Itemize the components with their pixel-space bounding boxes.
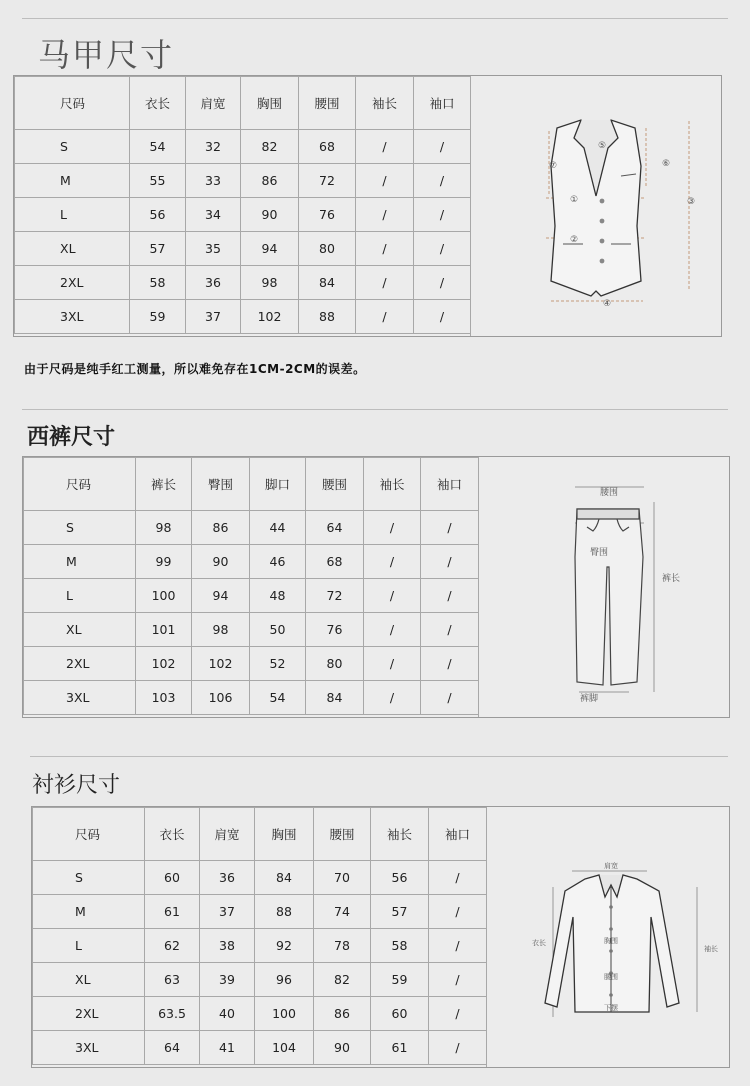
vest-header-cell: 尺码	[15, 77, 130, 130]
vest-table-cell: 56	[130, 198, 186, 232]
pants-table-cell: 90	[192, 545, 250, 579]
pants-table-cell: /	[364, 613, 421, 647]
vest-table-cell: 37	[186, 300, 241, 334]
shirt-table-row	[33, 895, 487, 929]
shirt-table-cell: 61	[145, 895, 200, 929]
vest-header-cell: 肩宽	[186, 77, 241, 130]
shirt-header-cell: 肩宽	[200, 808, 255, 861]
pants-table-cell: S	[24, 511, 136, 545]
vest-table-cell: 2XL	[15, 266, 130, 300]
vest-table-cell: 90	[241, 198, 299, 232]
pants-header-cell: 脚口	[250, 458, 306, 511]
pants-diagram	[478, 457, 729, 717]
shirt-header-cell: 腰围	[314, 808, 371, 861]
vest-table-cell: M	[15, 164, 130, 198]
shirt-table-cell: 100	[255, 997, 314, 1031]
vest-table-cell: 58	[130, 266, 186, 300]
shirt-table-cell: M	[33, 895, 145, 929]
shirt-table-cell: 56	[371, 861, 429, 895]
vest-header-cell: 袖口	[414, 77, 471, 130]
shirt-waist-label: 腰围	[604, 973, 618, 981]
vest-table-cell: 84	[299, 266, 356, 300]
pants-table-row	[24, 681, 479, 715]
shirt-table-cell: 60	[145, 861, 200, 895]
shirt-table-cell: 92	[255, 929, 314, 963]
pants-table-cell: 48	[250, 579, 306, 613]
pants-table-cell: 68	[306, 545, 364, 579]
pants-table-cell: 50	[250, 613, 306, 647]
vest-header-cell: 衣长	[130, 77, 186, 130]
vest-table-cell: /	[414, 266, 471, 300]
shirt-table-cell: 3XL	[33, 1031, 145, 1065]
pants-illustration	[479, 457, 730, 717]
pants-header-cell: 腰围	[306, 458, 364, 511]
vest-table-cell: 82	[241, 130, 299, 164]
pants-table-cell: /	[364, 647, 421, 681]
pants-table-row	[24, 579, 479, 613]
shirt-table-cell: 82	[314, 963, 371, 997]
pants-header-cell: 裤长	[136, 458, 192, 511]
pants-table-cell: /	[364, 681, 421, 715]
pants-size-panel	[22, 456, 730, 718]
pants-table-cell: 102	[136, 647, 192, 681]
shirt-table-cell: 61	[371, 1031, 429, 1065]
vest-table-cell: S	[15, 130, 130, 164]
shirt-hem-label: 下摆	[604, 1004, 618, 1012]
pants-table-cell: /	[421, 511, 479, 545]
shirt-section-title: 衬衫尺寸	[32, 773, 121, 798]
vest-table-cell: 3XL	[15, 300, 130, 334]
pants-waist-label: 腰围	[599, 488, 619, 498]
vest-table-cell: /	[356, 130, 414, 164]
pants-table-cell: L	[24, 579, 136, 613]
pants-table-cell: 64	[306, 511, 364, 545]
measurement-error-note: 由于尺码是纯手红工测量，所以难免存在1CM-2CM的误差。	[24, 362, 366, 376]
vest-marker-5: ⑤	[597, 141, 607, 151]
pants-table-cell: 72	[306, 579, 364, 613]
shirt-table-cell: 84	[255, 861, 314, 895]
vest-size-panel	[13, 75, 722, 337]
pants-table-cell: 3XL	[24, 681, 136, 715]
shirt-table-row	[33, 997, 487, 1031]
pants-table-row	[24, 613, 479, 647]
vest-table-cell: L	[15, 198, 130, 232]
vest-table-cell: 102	[241, 300, 299, 334]
pants-header-cell: 尺码	[24, 458, 136, 511]
pants-header-row	[24, 458, 479, 511]
pants-header-cell: 臀围	[192, 458, 250, 511]
vest-marker-3: ③	[686, 197, 696, 207]
shirt-table-cell: /	[429, 861, 487, 895]
shirt-table-row	[33, 963, 487, 997]
pants-table-cell: 54	[250, 681, 306, 715]
pants-header-cell: 袖口	[421, 458, 479, 511]
pants-table-row	[24, 511, 479, 545]
shirt-table-cell: /	[429, 929, 487, 963]
vest-table-row	[15, 164, 471, 198]
vest-marker-4: ④	[602, 299, 612, 309]
vest-table-cell: 72	[299, 164, 356, 198]
pants-table-cell: XL	[24, 613, 136, 647]
pants-table-cell: /	[421, 681, 479, 715]
pants-table-cell: 44	[250, 511, 306, 545]
shirt-header-cell: 胸围	[255, 808, 314, 861]
shirt-table-cell: 90	[314, 1031, 371, 1065]
shirt-table-cell: /	[429, 895, 487, 929]
shirt-size-panel	[31, 806, 730, 1068]
vest-table-cell: 88	[299, 300, 356, 334]
vest-table-cell: /	[356, 232, 414, 266]
vest-table-row	[15, 232, 471, 266]
shirt-table-cell: 63.5	[145, 997, 200, 1031]
pants-table-cell: 80	[306, 647, 364, 681]
vest-marker-7: ⑦	[548, 161, 558, 171]
pants-table-cell: 98	[136, 511, 192, 545]
pants-header-cell: 袖长	[364, 458, 421, 511]
shirt-table-cell: /	[429, 963, 487, 997]
vest-table-cell: /	[356, 266, 414, 300]
shirt-table-cell: 74	[314, 895, 371, 929]
shirt-table-cell: 104	[255, 1031, 314, 1065]
vest-table-cell: 34	[186, 198, 241, 232]
shirt-table-cell: 59	[371, 963, 429, 997]
shirt-table-cell: 2XL	[33, 997, 145, 1031]
vest-table-cell: /	[356, 198, 414, 232]
shirt-table-cell: 64	[145, 1031, 200, 1065]
shirt-table-cell: 58	[371, 929, 429, 963]
vest-table-row	[15, 130, 471, 164]
vest-table-cell: 68	[299, 130, 356, 164]
vest-table-cell: 33	[186, 164, 241, 198]
pants-table-cell: /	[364, 579, 421, 613]
shirt-sleeve-label: 袖长	[704, 945, 718, 953]
vest-table-cell: 55	[130, 164, 186, 198]
shirt-table-cell: 88	[255, 895, 314, 929]
pants-table-cell: 101	[136, 613, 192, 647]
pants-table-cell: /	[364, 511, 421, 545]
shirt-table-cell: /	[429, 997, 487, 1031]
pants-table-cell: /	[421, 613, 479, 647]
shirt-header-cell: 袖长	[371, 808, 429, 861]
pants-table-cell: 102	[192, 647, 250, 681]
vest-table-row	[15, 198, 471, 232]
pants-table-cell: 98	[192, 613, 250, 647]
shirt-table-cell: L	[33, 929, 145, 963]
vest-diagram	[470, 76, 721, 336]
pants-divider	[22, 409, 728, 410]
shirt-table-cell: 96	[255, 963, 314, 997]
vest-table-cell: 59	[130, 300, 186, 334]
shirt-table-row	[33, 929, 487, 963]
shirt-size-table	[32, 807, 487, 1065]
shirt-table-cell: 39	[200, 963, 255, 997]
shirt-table-cell: /	[429, 1031, 487, 1065]
shirt-chest-label: 胸围	[604, 937, 618, 945]
shirt-table-cell: 36	[200, 861, 255, 895]
shirt-shoulder-label: 肩宽	[604, 862, 618, 870]
pants-table-cell: M	[24, 545, 136, 579]
vest-table-cell: /	[414, 232, 471, 266]
pants-table-cell: /	[421, 647, 479, 681]
pants-table-cell: 46	[250, 545, 306, 579]
shirt-table-cell: 38	[200, 929, 255, 963]
vest-header-cell: 胸围	[241, 77, 299, 130]
shirt-table-cell: 62	[145, 929, 200, 963]
vest-table-cell: 80	[299, 232, 356, 266]
shirt-table-row	[33, 861, 487, 895]
vest-header-cell: 腰围	[299, 77, 356, 130]
vest-table-row	[15, 266, 471, 300]
shirt-header-row	[33, 808, 487, 861]
shirt-table-cell: 40	[200, 997, 255, 1031]
vest-section-title: 马甲尺寸	[38, 36, 175, 74]
shirt-table-cell: 41	[200, 1031, 255, 1065]
shirt-table-cell: 78	[314, 929, 371, 963]
vest-marker-6: ⑥	[661, 159, 671, 169]
vest-table-cell: 86	[241, 164, 299, 198]
shirt-header-cell: 袖口	[429, 808, 487, 861]
vest-illustration	[471, 76, 721, 336]
vest-table-cell: /	[356, 164, 414, 198]
vest-table-cell: XL	[15, 232, 130, 266]
shirt-diagram	[486, 807, 729, 1067]
pants-table-cell: 100	[136, 579, 192, 613]
vest-table-cell: 94	[241, 232, 299, 266]
pants-hip-label: 臀围	[589, 548, 609, 558]
vest-header-row	[15, 77, 471, 130]
pants-table-cell: 76	[306, 613, 364, 647]
vest-marker-1: ①	[569, 195, 579, 205]
shirt-illustration	[487, 807, 730, 1067]
pants-table-cell: 94	[192, 579, 250, 613]
top-divider	[22, 18, 728, 19]
vest-table-cell: 36	[186, 266, 241, 300]
shirt-header-cell: 衣长	[145, 808, 200, 861]
vest-size-table	[14, 76, 471, 334]
vest-table-cell: 76	[299, 198, 356, 232]
pants-table-cell: 106	[192, 681, 250, 715]
vest-table-cell: 32	[186, 130, 241, 164]
pants-table-row	[24, 647, 479, 681]
shirt-header-cell: 尺码	[33, 808, 145, 861]
pants-table-cell: /	[421, 545, 479, 579]
pants-size-table	[23, 457, 479, 715]
pants-table-cell: 103	[136, 681, 192, 715]
shirt-table-cell: S	[33, 861, 145, 895]
shirt-divider	[30, 756, 728, 757]
vest-table-cell: /	[356, 300, 414, 334]
vest-table-cell: 35	[186, 232, 241, 266]
pants-table-cell: 2XL	[24, 647, 136, 681]
shirt-table-cell: 60	[371, 997, 429, 1031]
pants-length-label: 裤长	[661, 574, 681, 584]
vest-marker-2: ②	[569, 235, 579, 245]
pants-table-cell: 52	[250, 647, 306, 681]
shirt-table-cell: 37	[200, 895, 255, 929]
shirt-table-cell: 70	[314, 861, 371, 895]
pants-table-cell: /	[364, 545, 421, 579]
shirt-length-label: 衣长	[532, 939, 546, 947]
vest-table-cell: 98	[241, 266, 299, 300]
pants-table-cell: 99	[136, 545, 192, 579]
shirt-table-cell: 63	[145, 963, 200, 997]
pants-table-row	[24, 545, 479, 579]
pants-section-title: 西裤尺寸	[27, 425, 116, 450]
pants-table-cell: 86	[192, 511, 250, 545]
pants-hem-label: 裤脚	[579, 694, 599, 704]
vest-table-row	[15, 300, 471, 334]
pants-table-cell: 84	[306, 681, 364, 715]
pants-table-cell: /	[421, 579, 479, 613]
vest-header-cell: 袖长	[356, 77, 414, 130]
shirt-table-cell: 86	[314, 997, 371, 1031]
vest-table-cell: /	[414, 198, 471, 232]
shirt-table-cell: 57	[371, 895, 429, 929]
vest-table-cell: /	[414, 130, 471, 164]
vest-table-cell: 54	[130, 130, 186, 164]
shirt-table-row	[33, 1031, 487, 1065]
shirt-table-cell: XL	[33, 963, 145, 997]
vest-table-cell: 57	[130, 232, 186, 266]
vest-table-cell: /	[414, 300, 471, 334]
vest-table-cell: /	[414, 164, 471, 198]
